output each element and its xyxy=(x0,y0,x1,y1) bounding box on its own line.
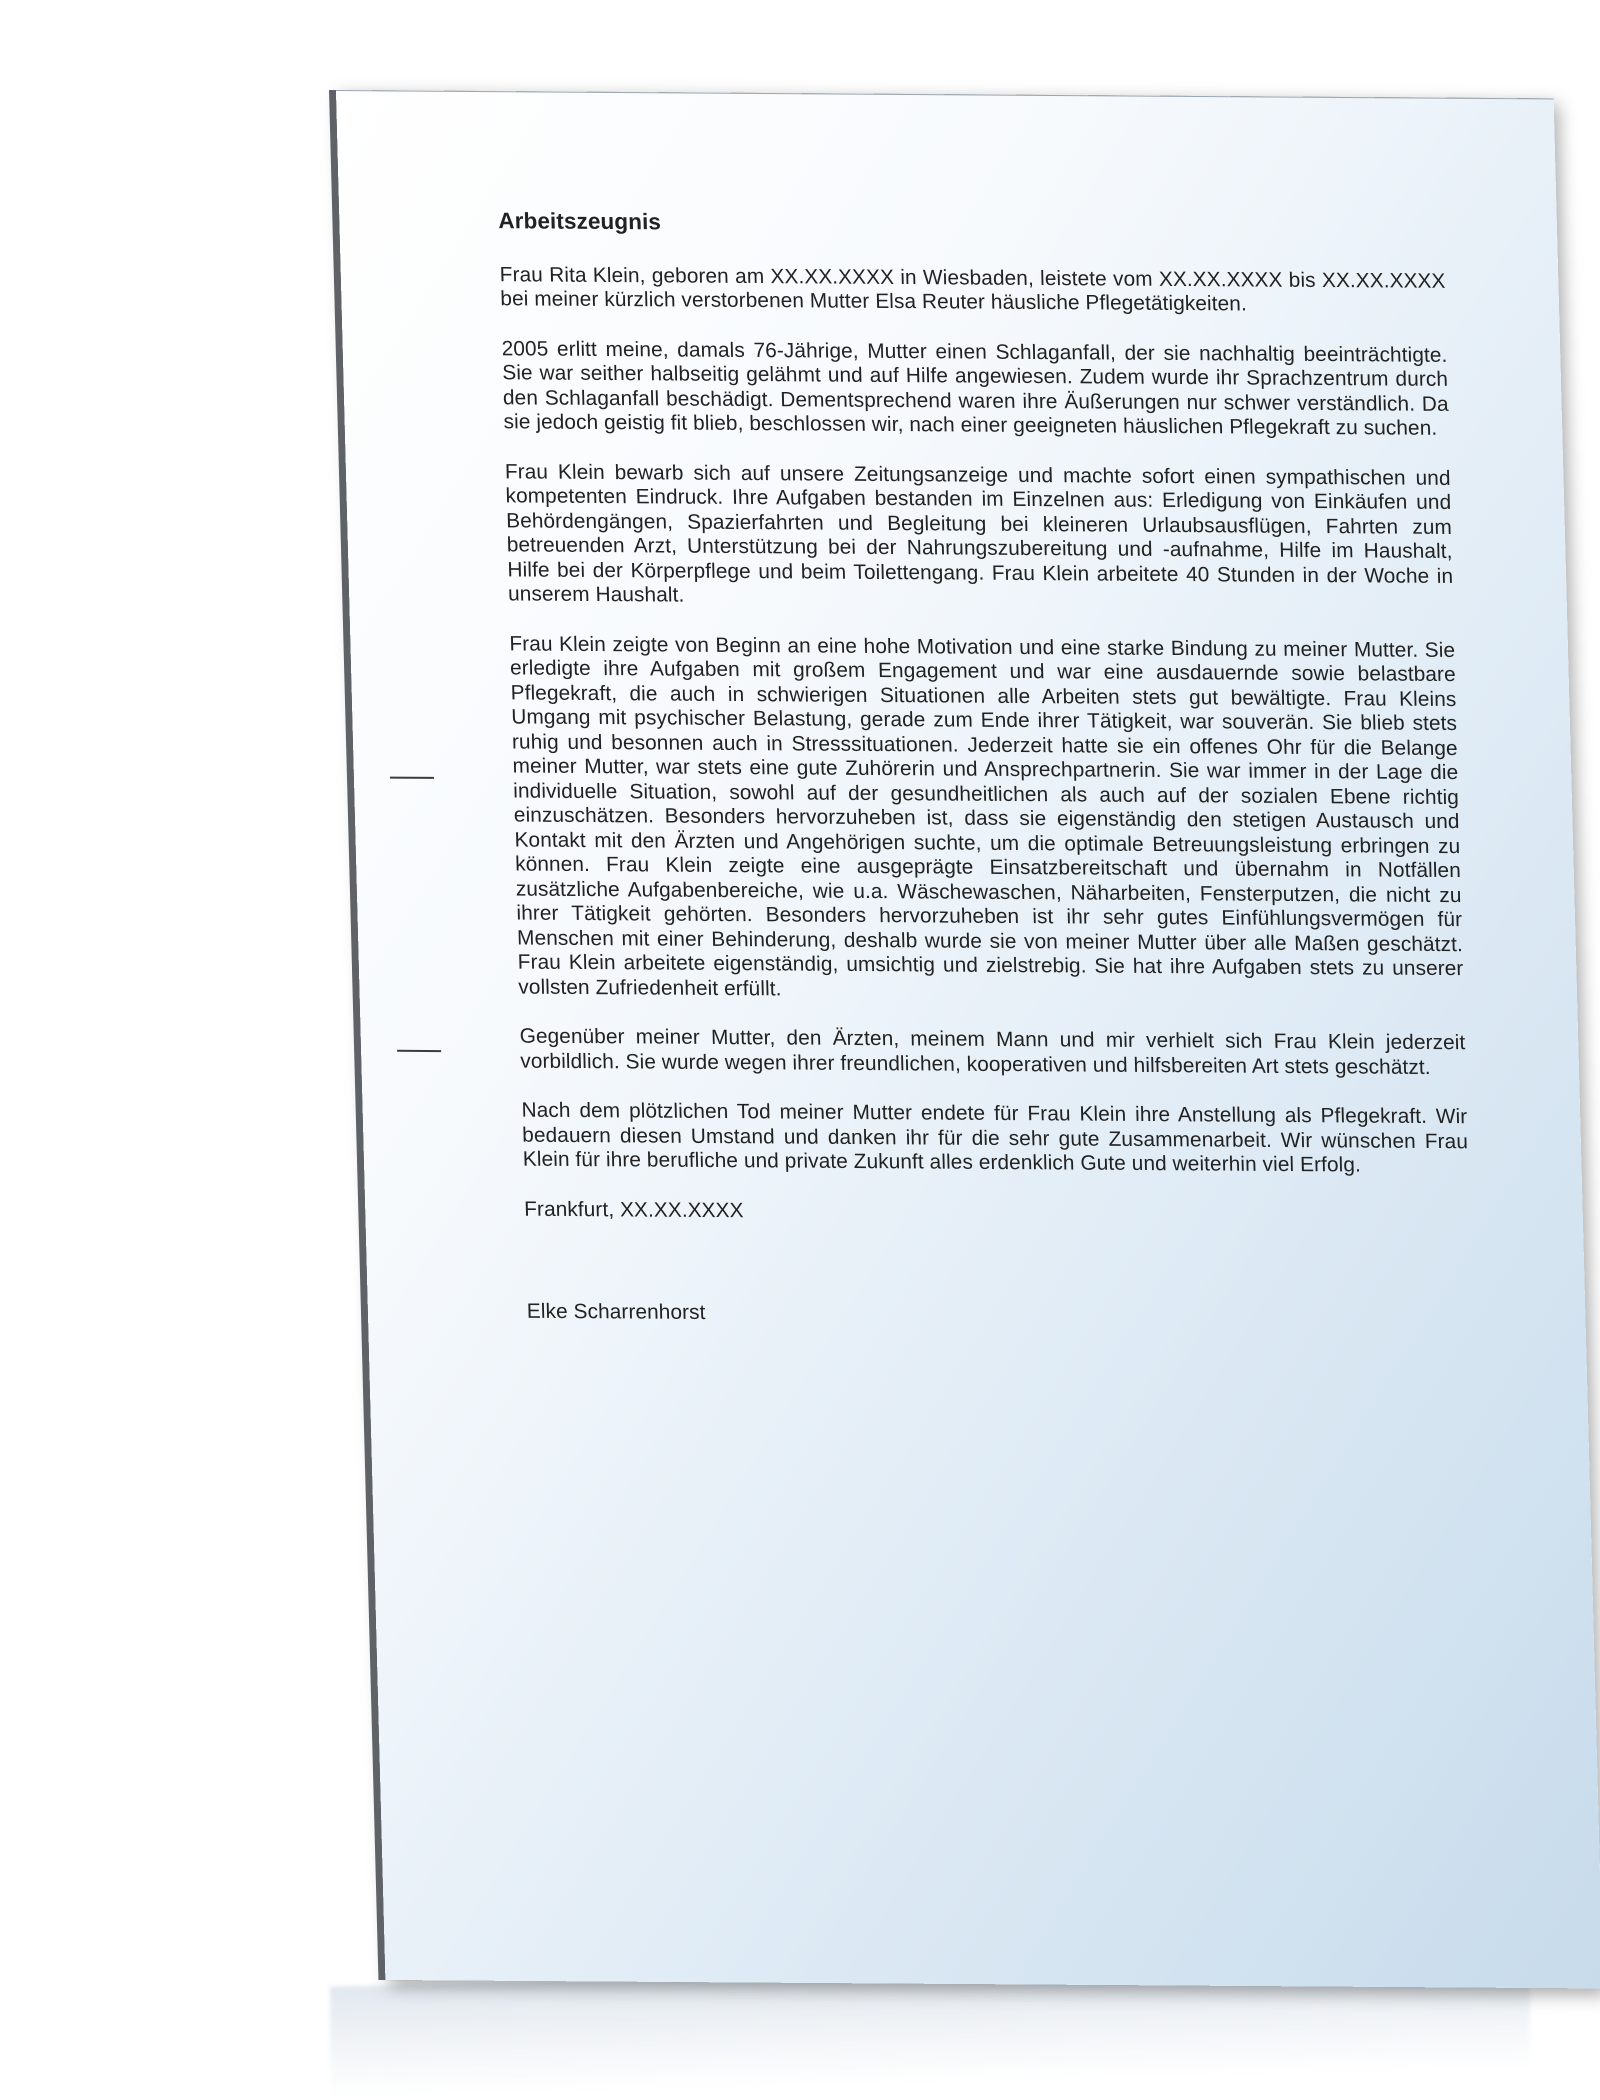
signature-name: Elke Scharrenhorst xyxy=(526,1299,706,1325)
paragraph-background: 2005 erlitt meine, damals 76-Jährige, Mutter einen Schlaganfall, der sie nachhaltig beeinträchtigte. Sie war seither halbseitig gelähmt und auf Hilfe angewiesen. Zudem wurde ihr Sprachzentrum durch den Schlaganfall beschädigt. Dementsprechend waren ihre Äußerungen nur schwer verständlich. Da sie jedoch geistig fit blieb, beschlossen wir, nach einer geeigneten häuslichen Pflegekraft zu suchen. xyxy=(501,336,1449,440)
paragraph-employee-intro: Frau Rita Klein, geboren am XX.XX.XXXX in Wiesbaden, leistete vom XX.XX.XXXX bis XX.XX.XXXX bei meiner kürzlich verstorbenen Mutter Elsa Reuter häusliche Pflegetätigkeiten. xyxy=(499,262,1446,316)
fold-mark-lower xyxy=(397,1050,441,1052)
paragraph-evaluation: Frau Klein zeigte von Beginn an eine hohe Motivation und eine starke Bindung zu meiner Mutter. Sie erledigte ihre Aufgaben mit großem Engagement und war eine ausdauernde sowie belastbare Pflegekraft, die auch in schwierigen Situationen alle Arbeiten stets gut bewältigte. Frau Kleins Umgang mit psychischer Belastung, gerade zum Ende ihrer Tätigkeit, war souverän. Sie blieb stets ruhig und besonnen auch in Stresssituationen. Jederzeit hatte sie ein offenes Ohr für die Belange meiner Mutter, war stets eine gute Zuhörerin und Ansprechpartnerin. Sie war immer in der Lage die individuelle Situation, sowohl auf der gesundheitlichen als auch auf der sozialen Ebene richtig einzuschätzen. Besonders hervorzuheben ist, dass sie eigenständig den stetigen Austausch und Kontakt mit den Ärzten und Angehörigen suchte, um die optimale Betreuungsleistung erbringen zu können. Frau Klein zeigte eine ausgeprägte Einsatzbereitschaft und übernahm in Notfällen zusätzliche Aufgabenbereiche, wie u.a. Wäschewaschen, Näharbeiten, Fensterputzen, die nicht zu ihrer Tätigkeit gehörten. Besonders hervorzuheben ist ihr sehr gutes Einfühlungsvermögen für Menschen mit einer Behinderung, deshalb wurde sie von meiner Mutter über alle Maßen geschätzt. Frau Klein arbeitete eigenständig, umsichtig und zielstrebig. Sie hat ihre Aufgaben stets zu unserer vollsten Zufriedenheit erfüllt. xyxy=(509,631,1464,1000)
paragraph-closing: Nach dem plötzlichen Tod meiner Mutter endete für Frau Klein ihre Anstellung als Pflegekraft. Wir bedauern diesen Umstand und danken ihr für die sehr gute Zusammenarbeit. Wir wünschen Frau Klein für ihre berufliche und private Zukunft alles erdenklich Gute und weiterhin viel Erfolg. xyxy=(521,1098,1469,1177)
paragraph-duties: Frau Klein bewarb sich auf unsere Zeitungsanzeige und machte sofort einen sympathischen und kompetenten Eindruck. Ihre Aufgaben bestanden im Einzelnen aus: Erledigung von Einkäufen und Behördengängen, Spazierfahrten und Begleitung bei kleineren Urlaubsausflügen, Fahrten zum betreuenden Arzt, Unterstützung bei der Nahrungszubereitung und -aufnahme, Hilfe im Haushalt, Hilfe bei der Körperpflege und beim Toilettengang. Frau Klein arbeitete 40 Stunden in der Woche in unserem Haushalt. xyxy=(504,459,1454,607)
document-title: Arbeitszeugnis xyxy=(498,208,662,235)
fold-mark-upper xyxy=(390,777,434,779)
place-date: Frankfurt, XX.XX.XXXX xyxy=(523,1197,744,1222)
document-content xyxy=(498,209,1473,1331)
document-page xyxy=(336,90,1600,1989)
paragraph-conduct: Gegenüber meiner Mutter, den Ärzten, meinem Mann und mir verhielt sich Frau Klein jederzeit vorbildlich. Sie wurde wegen ihrer freundlichen, kooperativen und hilfsbereiten Art stets geschätzt. xyxy=(519,1024,1466,1079)
